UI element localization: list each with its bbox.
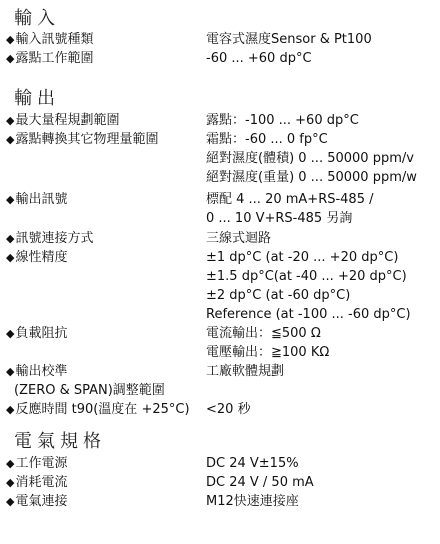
spec-label: 最大量程規劃範圍 [15,113,120,128]
spec-value: 電壓輸出：≧100 KΩ [206,345,330,360]
spec-label: 工作電源 [15,456,68,471]
diamond-bullet-icon: ◆ [6,327,15,340]
diamond-bullet-icon: ◆ [6,251,15,264]
diamond-bullet-icon: ◆ [6,476,15,489]
spec-label: 露點轉換其它物理量範圍 [15,132,159,147]
spec-value: M12快速連接座 [206,494,299,509]
spec-value: ±1.5 dp°C(at -40 ... +20 dp°C) [206,269,407,284]
spec-label: 負載阻抗 [15,326,68,341]
diamond-bullet-icon: ◆ [6,114,15,127]
spec-value: DC 24 V±15% [206,456,299,471]
spec-value: 標配 4 ... 20 mA+RS-485 / [206,192,374,207]
spec-value: -60 ... +60 dp°C [206,51,312,66]
spec-value: 霜點：-60 ... 0 fp°C [206,132,328,147]
spec-value: 絕對濕度(重量) 0 ... 50000 ppm/w [206,170,417,185]
spec-value: DC 24 V / 50 mA [206,475,314,490]
spec-value: 電容式濕度Sensor & Pt100 [206,32,372,47]
diamond-bullet-icon: ◆ [6,33,15,46]
diamond-bullet-icon: ◆ [6,365,15,378]
diamond-bullet-icon: ◆ [6,403,15,416]
spec-label: 輸出校準 [15,364,68,379]
diamond-bullet-icon: ◆ [6,457,15,470]
spec-label: (ZERO & SPAN)調整範圍 [14,383,165,398]
spec-label: 輸出訊號 [15,192,68,207]
spec-label: 反應時間 t90(溫度在 +25°C) [15,402,190,417]
spec-label: 訊號連接方式 [15,231,94,246]
diamond-bullet-icon: ◆ [6,232,15,245]
diamond-bullet-icon: ◆ [6,133,15,146]
spec-label: 電氣連接 [15,494,68,509]
spec-value: <20 秒 [206,402,251,417]
spec-label: 線性精度 [15,250,68,265]
diamond-bullet-icon: ◆ [6,495,15,508]
spec-label: 露點工作範圍 [15,51,94,66]
spec-value: 電流輸出：≦500 Ω [206,326,321,341]
spec-label: 消耗電流 [15,475,68,490]
spec-value: 露點：-100 ... +60 dp°C [206,113,359,128]
spec-value: ±1 dp°C (at -20 ... +20 dp°C) [206,250,399,265]
spec-value: 三線式迴路 [206,231,272,246]
spec-value: 工廠軟體規劃 [206,364,285,379]
section-title-input: 輸入 [14,8,60,29]
spec-value: 0 ... 10 V+RS-485 另詢 [206,211,353,226]
spec-value: 絕對濕度(體積) 0 ... 50000 ppm/v [206,151,414,166]
diamond-bullet-icon: ◆ [6,52,15,65]
section-title-output: 輸出 [14,88,60,109]
spec-value: Reference (at -100 ... -60 dp°C) [206,307,411,322]
spec-value: ±2 dp°C (at -60 dp°C) [206,288,351,303]
spec-label: 輸入訊號種類 [15,32,94,47]
diamond-bullet-icon: ◆ [6,193,15,206]
section-title-electrical: 電氣規格 [14,431,106,452]
